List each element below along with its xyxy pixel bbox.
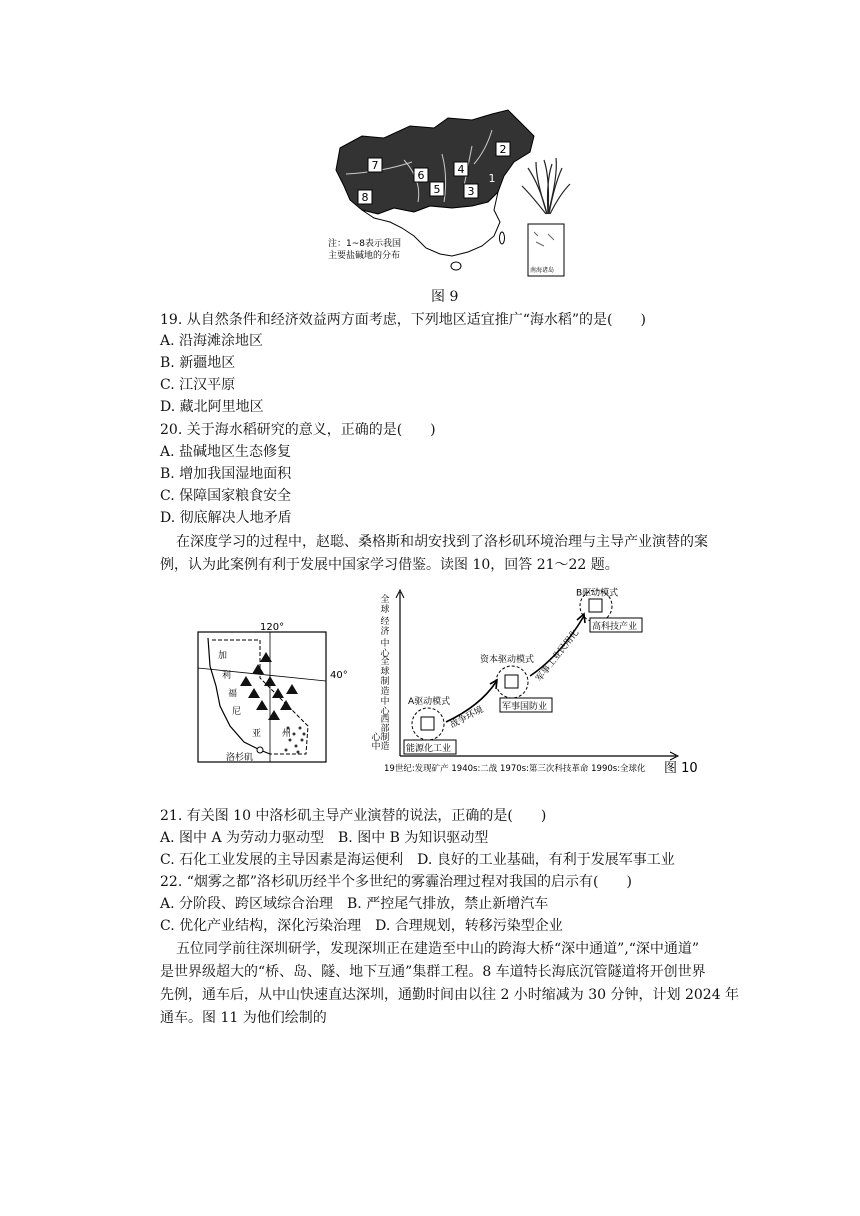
region-label-6: 6 (417, 169, 425, 182)
q20-option-b: B. 增加我国湿地面积 (160, 466, 292, 482)
stage-b-mode: B驱动模式 (576, 588, 619, 599)
stage-capital-mode: 资本驱动模式 (480, 655, 535, 665)
svg-text:心: 心 (371, 733, 381, 743)
q20-option-a: A. 盐碱地区生态修复 (160, 444, 292, 460)
q19-option-c: C. 江汉平原 (160, 377, 236, 393)
svg-text:福: 福 (228, 689, 238, 699)
inset-label: 南海诸岛 (530, 267, 555, 274)
arrow-label-military: 军事工业民用化 (534, 628, 582, 684)
q21-options-row2: C. 石化工业发展的主导因素是海运便利 D. 良好的工业基础，有利于发展军事工业 (160, 852, 675, 868)
svg-text:全: 全 (380, 595, 390, 605)
q22-options-row2: C. 优化产业结构，深化污染治理 D. 合理规划，转移污染型企业 (160, 918, 563, 934)
intro-paragraph-2-line2: 例，认为此案例有利于发展中国家学习借鉴。读图 10，回答 21～22 题。 (160, 557, 619, 573)
region-label-4: 4 (457, 163, 465, 176)
california-map (198, 622, 348, 763)
svg-text:州: 州 (282, 729, 292, 739)
q22-options-row1: A. 分阶段、跨区域综合治理 B. 严控尾气排放，禁止新增汽车 (160, 896, 549, 912)
region-label-8: 8 (361, 191, 369, 204)
svg-text:全: 全 (380, 657, 390, 667)
svg-text:加: 加 (218, 651, 228, 661)
svg-text:造: 造 (380, 687, 390, 697)
svg-text:亚: 亚 (252, 729, 262, 739)
svg-text:济: 济 (380, 627, 390, 637)
q21-options-row1: A. 图中 A 为劳动力驱动型 B. 图中 B 为知识驱动型 (160, 830, 489, 846)
svg-text:球: 球 (380, 667, 390, 677)
q20-stem: 20. 关于海水稻研究的意义，正确的是( ) (160, 422, 436, 438)
lat-40-label: 40° (330, 670, 348, 681)
arrow-label-war: 战争环境 (448, 704, 486, 731)
region-label-2: 2 (499, 143, 507, 156)
hainan-island (451, 262, 461, 270)
intro-paragraph-3-line4: 通车。图 11 为他们绘制的 (160, 1010, 327, 1026)
svg-text:制: 制 (380, 677, 390, 687)
intro-paragraph-3-line3: 先例，通车后，从中山快速直达深圳，通勤时间由以往 2 小时缩减为 30 分钟，计划 2024 年 (160, 987, 740, 1003)
intro-paragraph-3-line1: 五位同学前往深圳研学，发现深圳正在建造至中山的跨海大桥“深中通道”,“深中通道” (176, 941, 700, 957)
q19-option-a: A. 沿海滩涂地区 (160, 333, 264, 349)
svg-text:尼: 尼 (232, 707, 242, 717)
svg-text:部: 部 (380, 724, 390, 734)
region-label-7: 7 (371, 159, 379, 172)
svg-text:心: 心 (380, 649, 390, 659)
fig9-note-line1: 注：1~8表示我国 (328, 239, 401, 249)
figure-9-caption: 图 9 (431, 289, 459, 305)
figure-9-map (322, 106, 578, 286)
stage-a-mode: A驱动模式 (408, 697, 451, 707)
q21-stem: 21. 有关图 10 中洛杉矶主导产业演替的说法，正确的是( ) (160, 808, 547, 824)
svg-text:中: 中 (371, 742, 381, 752)
svg-text:中: 中 (380, 639, 390, 649)
svg-text:制: 制 (380, 733, 390, 743)
stage-a-industry: 能源化工业 (406, 744, 452, 754)
x-axis-label: 19世纪:发现矿产 1940s:二战 1970s:第三次科技革命 1990s:全球化 (384, 764, 646, 774)
q19-option-d: D. 藏北阿里地区 (160, 399, 264, 415)
svg-text:西: 西 (380, 715, 390, 725)
intro-paragraph-3-line2: 是世界级超大的“桥、岛、隧、地下互通”集群工程。8 车道特长海底沉管隧道将开创世界 (160, 964, 706, 980)
rice-plant-illustration (522, 158, 570, 214)
lon-120-label: 120° (260, 622, 285, 633)
los-angeles-label: 洛杉矶 (226, 753, 254, 763)
stage-capital-industry: 军事国防业 (502, 702, 548, 712)
stage-chart (371, 587, 697, 776)
q22-stem: 22. “烟雾之都”洛杉矶历经半个多世纪的雾霾治理过程对我国的启示有( ) (160, 874, 632, 890)
svg-text:利: 利 (222, 671, 232, 681)
svg-text:经: 经 (380, 617, 390, 627)
q20-option-c: C. 保障国家粮食安全 (160, 488, 292, 504)
region-label-5: 5 (433, 183, 441, 196)
intro-paragraph-2-line1: 在深度学习的过程中，赵聪、桑格斯和胡安找到了洛杉矶环境治理与主导产业演替的案 (176, 534, 708, 550)
taiwan-island (500, 232, 505, 244)
q19-option-b: B. 新疆地区 (160, 355, 236, 371)
region-label-3: 3 (467, 185, 475, 198)
svg-text:球: 球 (380, 605, 390, 615)
q20-option-d: D. 彻底解决人地矛盾 (160, 510, 292, 526)
fig9-note-line2: 主要盐碱地的分布 (328, 251, 401, 261)
svg-text:心: 心 (380, 707, 390, 717)
svg-text:造: 造 (380, 742, 390, 752)
region-label-1: 1 (488, 172, 496, 185)
svg-text:中: 中 (380, 697, 390, 707)
figure-10 (190, 586, 700, 776)
stage-b-industry: 高科技产业 (592, 622, 638, 632)
figure-10-caption: 图 10 (664, 761, 698, 776)
q19-stem: 19. 从自然条件和经济效益两方面考虑，下列地区适宜推广“海水稻”的是( ) (160, 312, 646, 328)
